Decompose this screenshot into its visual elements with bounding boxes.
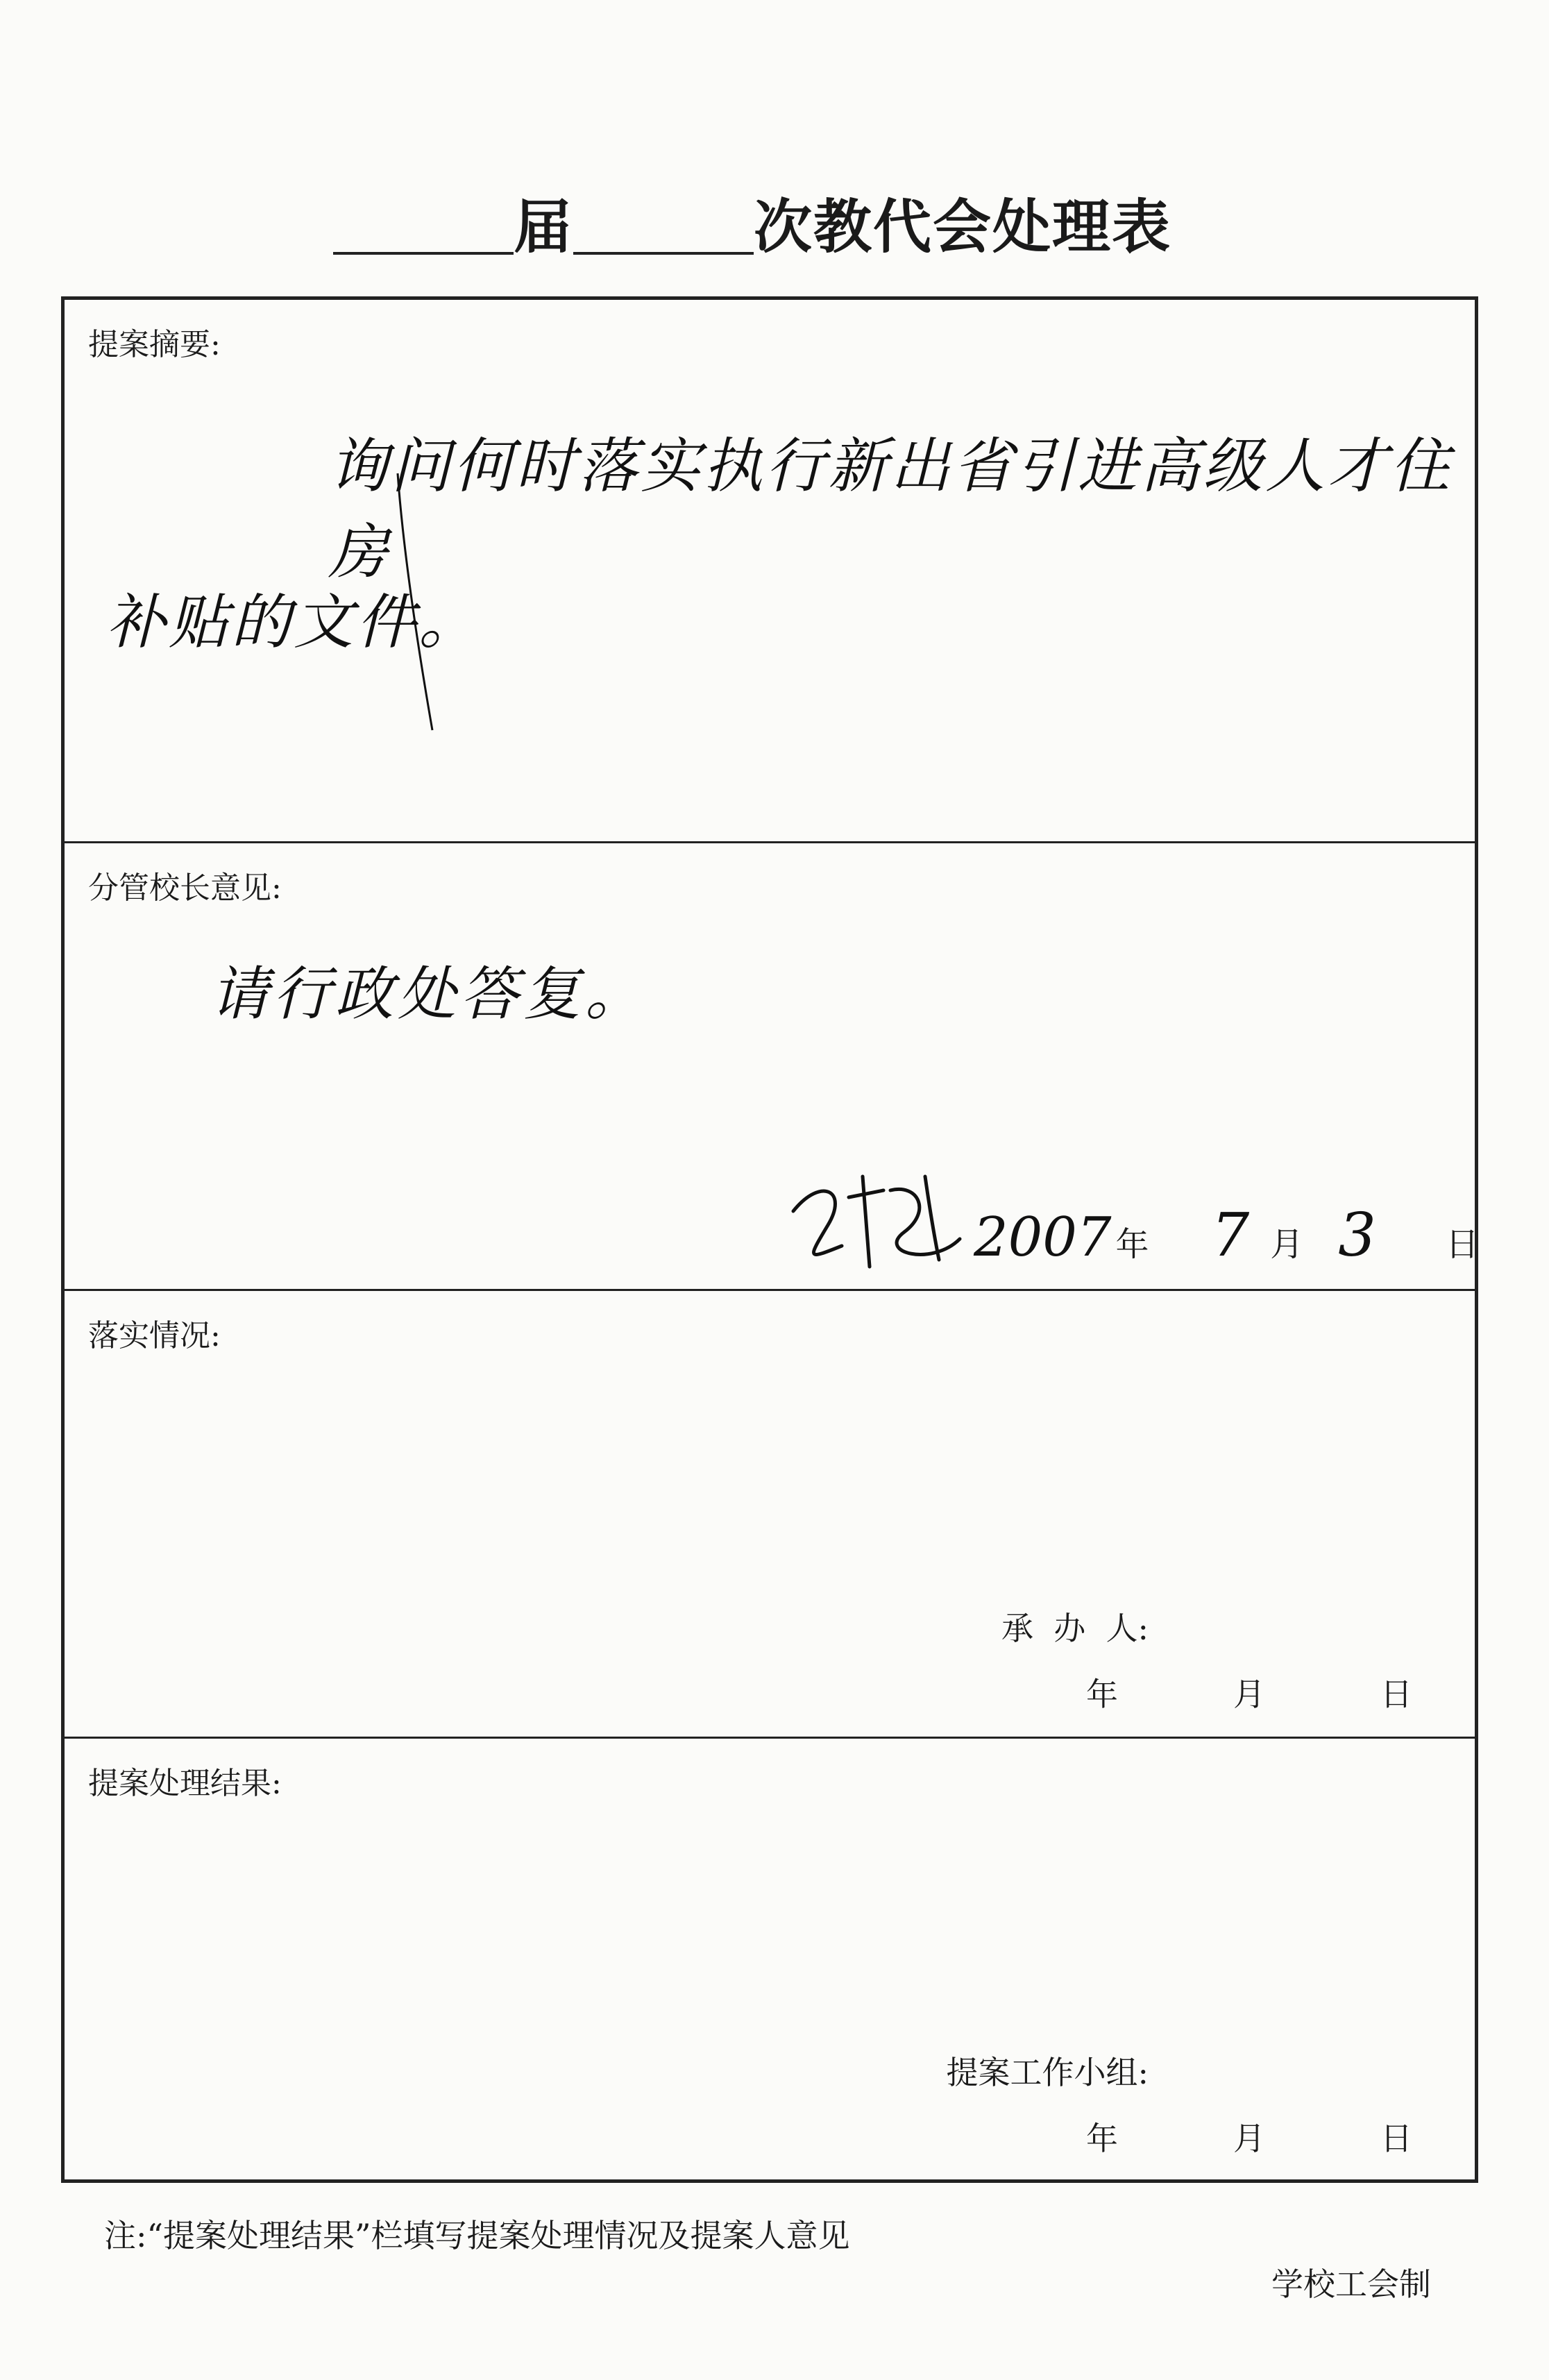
principal-sign-year: 2007 xyxy=(974,1206,1112,1269)
processing-result-label: 提案处理结果: xyxy=(88,1766,282,1801)
processing-form xyxy=(61,296,1478,2183)
title-text: 次教代会处理表 xyxy=(754,192,1172,261)
session-blank[interactable] xyxy=(333,248,514,255)
day-label: 日 xyxy=(1445,1225,1479,1264)
proposal-handwritten-line1: 询问何时落实执行新出省引进高级人才住房 xyxy=(328,432,1453,587)
principal-opinion-label: 分管校长意见: xyxy=(88,870,282,906)
implementation-label: 落实情况: xyxy=(88,1318,221,1353)
result-year-label: 年 xyxy=(1086,2120,1118,2157)
result-date xyxy=(1086,2113,1412,2159)
month-label: 月 xyxy=(1270,1225,1304,1264)
implementation-year-label: 年 xyxy=(1086,1676,1118,1713)
principal-sign-month: 7 xyxy=(1211,1201,1250,1270)
implementation-section xyxy=(65,1289,1475,1737)
principal-date xyxy=(974,1201,1479,1270)
working-group-label: 提案工作小组: xyxy=(946,2054,1149,2091)
implementation-month-label: 月 xyxy=(1233,1676,1265,1713)
meeting-number-blank[interactable] xyxy=(573,248,754,255)
implementation-day-label: 日 xyxy=(1380,1676,1412,1713)
title-session-char: 届 xyxy=(514,192,574,261)
proposal-summary-section xyxy=(65,300,1475,841)
principal-signature xyxy=(765,1149,981,1288)
form-maker: 学校工会制 xyxy=(1271,2265,1431,2303)
handwriting-stroke-mark xyxy=(356,466,772,744)
processing-result-section xyxy=(65,1737,1475,2181)
proposal-handwritten-line2: 补贴的文件。 xyxy=(106,588,481,657)
proposal-summary-label: 提案摘要: xyxy=(88,327,221,362)
principal-handwritten-opinion: 请行政处答复。 xyxy=(210,960,648,1028)
year-label: 年 xyxy=(1115,1225,1149,1264)
principal-sign-day: 3 xyxy=(1338,1201,1376,1270)
result-month-label: 月 xyxy=(1233,2120,1265,2157)
principal-opinion-section xyxy=(65,841,1479,1289)
implementation-date xyxy=(1086,1669,1412,1715)
form-title xyxy=(333,180,1171,264)
result-day-label: 日 xyxy=(1380,2120,1412,2157)
footer-note: 注:“提案处理结果”栏填写提案处理情况及提案人意见 xyxy=(104,2217,850,2254)
handler-label: 承 办 人: xyxy=(1001,1610,1149,1647)
